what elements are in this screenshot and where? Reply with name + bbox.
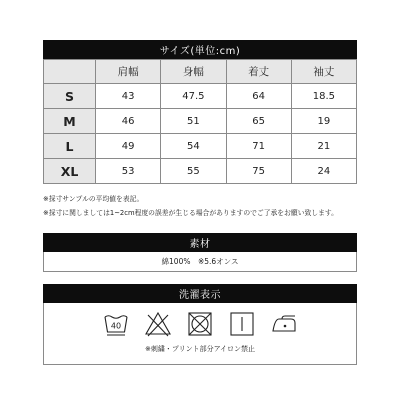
- wash-temp-label: 40: [110, 321, 122, 331]
- size-label: M: [44, 109, 96, 134]
- table-cell: 24: [291, 159, 356, 184]
- table-cell: 43: [96, 84, 161, 109]
- table-cell: 55: [161, 159, 226, 184]
- table-row: [44, 109, 357, 134]
- table-cell: 21: [291, 134, 356, 159]
- material-title-text: 素材: [189, 239, 211, 250]
- line-dry-icon: [228, 310, 256, 338]
- wash-40-gentle-icon: [102, 310, 130, 338]
- table-cell: 64: [226, 84, 291, 109]
- size-table-title: [43, 40, 357, 59]
- table-cell: 46: [96, 109, 161, 134]
- table-cell: 65: [226, 109, 291, 134]
- care-icons: [44, 310, 356, 338]
- table-cell: 47.5: [161, 84, 226, 109]
- table-cell: 54: [161, 134, 226, 159]
- table-cell: 49: [96, 134, 161, 159]
- size-label: L: [44, 134, 96, 159]
- table-cell: 19: [291, 109, 356, 134]
- iron-warning-note: ※刺繍・プリント部分アイロン禁止: [145, 345, 255, 353]
- size-label: XL: [44, 159, 96, 184]
- table-row: [44, 159, 357, 184]
- table-cell: 51: [161, 109, 226, 134]
- measurement-note: ※採寸サンプルの平均値を表記。: [43, 195, 144, 203]
- material-box: [43, 252, 357, 272]
- washing-title-text: 洗濯表示: [179, 290, 221, 301]
- washing-title: [43, 284, 357, 303]
- no-tumble-dry-icon: [186, 310, 214, 338]
- size-label: S: [44, 84, 96, 109]
- table-row: [44, 134, 357, 159]
- header-shoulder: 肩幅: [96, 60, 161, 84]
- header-sleeve: 袖丈: [291, 60, 356, 84]
- tolerance-note: ※採寸に関しましては1~2cm程度の誤差が生じる場合がありますのでご了承をお願い致します。: [43, 209, 338, 217]
- table-cell: 71: [226, 134, 291, 159]
- table-cell: 53: [96, 159, 161, 184]
- size-table: [43, 59, 357, 184]
- material-text: 綿100% ※5.6オンス: [161, 257, 239, 266]
- header-body-width: 身幅: [161, 60, 226, 84]
- washing-box: [43, 303, 357, 365]
- table-row: [44, 84, 357, 109]
- table-cell: 18.5: [291, 84, 356, 109]
- header-corner: [44, 60, 96, 84]
- header-length: 着丈: [226, 60, 291, 84]
- material-title: [43, 233, 357, 252]
- no-bleach-icon: [144, 310, 172, 338]
- iron-low-icon: [270, 310, 298, 338]
- table-cell: 75: [226, 159, 291, 184]
- size-table-title-text: サイズ(単位:cm): [159, 46, 241, 57]
- size-table-header-row: [44, 60, 357, 84]
